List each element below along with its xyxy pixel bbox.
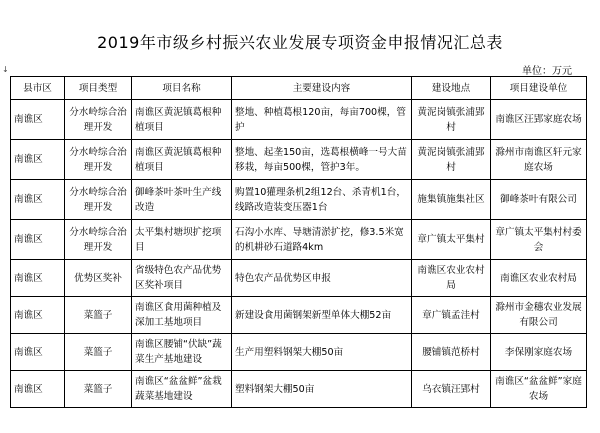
cell-county: 南谯区: [11, 297, 65, 334]
cell-construction-content: 整地、起垄150亩，选葛根横峰一号大苗移栽，每亩500棵，管护3年。: [232, 140, 412, 180]
cell-project-name: 省级特色农产品优势区奖补项目: [132, 260, 232, 297]
cell-project-name: 南谯区黄泥镇葛根种植项目: [132, 100, 232, 140]
cell-location: 章广镇孟洼村: [412, 297, 491, 334]
cell-project-type: 优势区奖补: [65, 260, 132, 297]
table-row: [11, 220, 587, 260]
header-row: [11, 77, 587, 100]
header-county: 县市区: [11, 77, 65, 100]
table-row: [11, 334, 587, 371]
cell-unit: 章广镇太平集村村委会: [491, 220, 587, 260]
table-row: [11, 371, 587, 408]
cell-construction-content: 购置10獾理条机2组12台、杀青机1台，线路改造装变压器1台: [232, 180, 412, 220]
table-row: [11, 297, 587, 334]
cell-project-name: 南谯区食用菌种植及深加工基地项目: [132, 297, 232, 334]
cell-project-name: 御峰茶叶茶叶生产线改造: [132, 180, 232, 220]
cell-county: 南谯区: [11, 180, 65, 220]
cell-county: 南谯区: [11, 334, 65, 371]
header-project-name: 项目名称: [132, 77, 232, 100]
cell-unit: 南谯区农业农村局: [491, 260, 587, 297]
cell-location: 黄泥岗镇张浦郢村: [412, 140, 491, 180]
header-location: 建设地点: [412, 77, 491, 100]
cell-project-name: 南谯区“盆盆鲜”盆栽蔬菜基地建设: [132, 371, 232, 408]
cell-project-type: 分水岭综合治理开发: [65, 180, 132, 220]
table-row: [11, 180, 587, 220]
cell-project-type: 分水岭综合治理开发: [65, 220, 132, 260]
cell-county: 南谯区: [11, 140, 65, 180]
cell-unit: 滁州市南谯区轩元家庭农场: [491, 140, 587, 180]
header-construction-content: 主要建设内容: [232, 77, 412, 100]
cell-construction-content: 整地、种植葛根120亩，每亩700棵，管护: [232, 100, 412, 140]
cell-project-name: 太平集村塘坝扩挖项目: [132, 220, 232, 260]
cell-location: 乌衣镇汪郢村: [412, 371, 491, 408]
cell-project-type: 分水岭综合治理开发: [65, 100, 132, 140]
cell-construction-content: 生产用塑料钢架大棚50亩: [232, 334, 412, 371]
cell-location: 腰铺镇范桥村: [412, 334, 491, 371]
cell-location: 黄泥岗镇张浦郢村: [412, 100, 491, 140]
cell-location: 施集镇施集社区: [412, 180, 491, 220]
header-unit: 项目建设单位: [491, 77, 587, 100]
unit-label: 单位：万元: [522, 66, 572, 77]
cell-construction-content: 塑料钢架大棚50亩: [232, 371, 412, 408]
margin-anchor-icon: ↓: [2, 65, 9, 74]
cell-construction-content: 石沟小水库、导塘清淤扩挖，修3.5米宽的机耕砂石道路4km: [232, 220, 412, 260]
cell-county: 南谯区: [11, 371, 65, 408]
cell-project-type: 菜篮子: [65, 297, 132, 334]
table-row: [11, 140, 587, 180]
cell-county: 南谯区: [11, 220, 65, 260]
cell-project-type: 菜篮子: [65, 371, 132, 408]
table-row: [11, 260, 587, 297]
cell-project-type: 分水岭综合治理开发: [65, 140, 132, 180]
cell-unit: 李保刚家庭农场: [491, 334, 587, 371]
cell-unit: 南谯区汪郢家庭农场: [491, 100, 587, 140]
cell-project-name: 南谯区腰铺“伏缺”蔬菜生产基地建设: [132, 334, 232, 371]
summary-table: [10, 76, 587, 408]
cell-project-type: 菜篮子: [65, 334, 132, 371]
cell-project-name: 南谯区黄泥镇葛根种植项目: [132, 140, 232, 180]
cell-unit: 御峰茶叶有限公司: [491, 180, 587, 220]
cell-location: 章广镇太平集村: [412, 220, 491, 260]
cell-unit: 南谯区“盆盆鲜”家庭农场: [491, 371, 587, 408]
cell-unit: 滁州市金穗农业发展有限公司: [491, 297, 587, 334]
cell-county: 南谯区: [11, 100, 65, 140]
table-row: [11, 100, 587, 140]
cell-location: 南谯区农业农村局: [412, 260, 491, 297]
cell-construction-content: 新建设食用菌钢架新型单体大棚52亩: [232, 297, 412, 334]
cell-county: 南谯区: [11, 260, 65, 297]
header-project-type: 项目类型: [65, 77, 132, 100]
cell-construction-content: 特色农产品优势区申报: [232, 260, 412, 297]
page-title: 2019年市级乡村振兴农业发展专项资金申报情况汇总表: [97, 33, 503, 52]
